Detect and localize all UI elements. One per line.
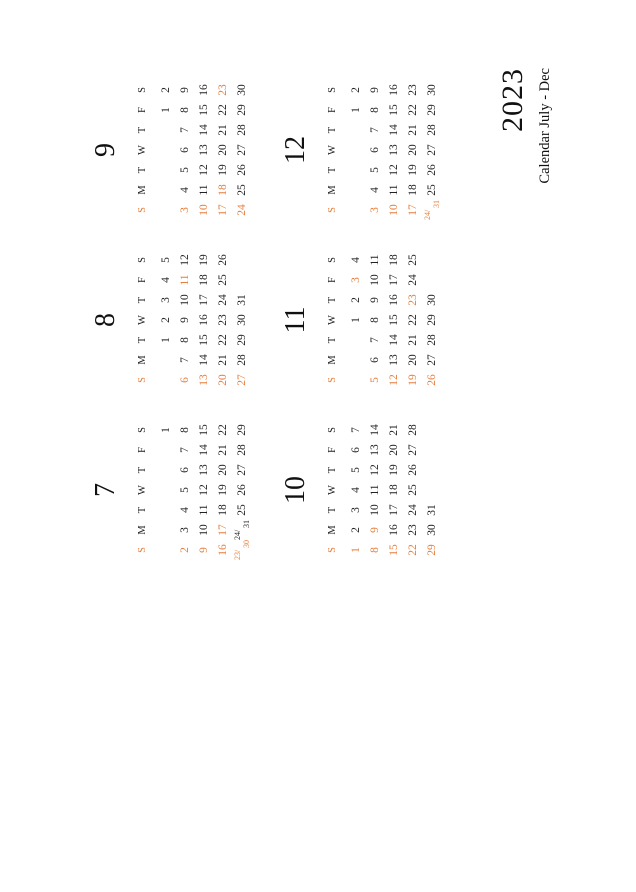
day-cell: 18 bbox=[217, 184, 229, 196]
day-cell: 28 bbox=[236, 444, 248, 456]
weekday-header: S bbox=[327, 377, 338, 383]
day-cell: 28 bbox=[407, 424, 419, 436]
day-cell: 17 bbox=[388, 504, 400, 516]
day-cell: 23 bbox=[217, 84, 229, 96]
day-cell: 27 bbox=[236, 464, 248, 476]
day-cell: 29 bbox=[426, 104, 438, 116]
day-cell: 1 bbox=[350, 107, 362, 113]
day-cell: 28 bbox=[236, 124, 248, 136]
day-cell: 19 bbox=[407, 164, 419, 176]
day-cell: 20 bbox=[217, 374, 229, 386]
day-cell: 3 bbox=[350, 507, 362, 513]
day-cell: 16 bbox=[388, 84, 400, 96]
day-cell: 2 bbox=[179, 547, 191, 553]
weekday-header: F bbox=[327, 107, 338, 113]
day-cell: 18 bbox=[388, 254, 400, 266]
day-cell: 25 bbox=[236, 184, 248, 196]
month-title: 11 bbox=[280, 306, 311, 334]
day-cell: 14 bbox=[198, 354, 210, 366]
day-cell: 30 bbox=[426, 524, 438, 536]
day-cell: 12 bbox=[198, 484, 210, 496]
month-title: 8 bbox=[90, 313, 121, 327]
weekday-header: S bbox=[137, 427, 148, 433]
day-cell: 11 bbox=[198, 184, 210, 196]
day-cell: 7 bbox=[179, 357, 191, 363]
day-cell: 11 bbox=[369, 484, 381, 496]
day-cell: 5 bbox=[179, 167, 191, 173]
day-cell: 2 bbox=[350, 87, 362, 93]
day-cell: 10 bbox=[198, 204, 210, 216]
weekday-header: F bbox=[327, 277, 338, 283]
day-cell: 9 bbox=[179, 87, 191, 93]
day-cell: 10 bbox=[198, 524, 210, 536]
day-cell: 20 bbox=[388, 444, 400, 456]
day-cell: 2 bbox=[160, 317, 172, 323]
day-cell: 24 bbox=[407, 274, 419, 286]
calendar-page bbox=[90, 68, 570, 560]
day-cell: 1 bbox=[350, 317, 362, 323]
day-cell: 7 bbox=[369, 127, 381, 133]
day-cell: 6 bbox=[179, 377, 191, 383]
weekday-header: T bbox=[137, 296, 148, 304]
day-cell: 4 bbox=[369, 187, 381, 193]
day-cell: 13 bbox=[388, 354, 400, 366]
weekday-header: T bbox=[327, 336, 338, 344]
day-cell: 23 bbox=[407, 294, 419, 306]
day-cell: 5 bbox=[369, 377, 381, 383]
day-cell: 18 bbox=[198, 274, 210, 286]
day-cell: 10 bbox=[369, 274, 381, 286]
weekday-header: M bbox=[137, 185, 148, 195]
day-cell: 3 bbox=[369, 207, 381, 213]
day-cell: 12 bbox=[388, 374, 400, 386]
day-cell: 11 bbox=[369, 254, 381, 266]
day-cell: 9 bbox=[369, 527, 381, 533]
day-cell: 25 bbox=[236, 504, 248, 516]
weekday-header: S bbox=[137, 377, 148, 383]
weekday-header: M bbox=[327, 525, 338, 535]
weekday-header: T bbox=[327, 296, 338, 304]
weekday-header: T bbox=[137, 126, 148, 134]
day-cell: 11 bbox=[179, 274, 191, 286]
day-cell: 3 bbox=[179, 527, 191, 533]
day-cell: 4 bbox=[160, 277, 172, 283]
day-cell: 18 bbox=[217, 504, 229, 516]
weekday-header: M bbox=[327, 185, 338, 195]
day-cell: 6 bbox=[179, 467, 191, 473]
day-cell: 4 bbox=[350, 487, 362, 493]
day-cell: 3 bbox=[350, 277, 362, 283]
day-cell: 6 bbox=[179, 147, 191, 153]
day-cell: 29 bbox=[426, 314, 438, 326]
day-cell: 27 bbox=[236, 374, 248, 386]
day-cell: 10 bbox=[179, 294, 191, 306]
weekday-header: M bbox=[137, 355, 148, 365]
day-cell: 28 bbox=[426, 124, 438, 136]
day-cell: 27 bbox=[236, 144, 248, 156]
day-cell: 27 bbox=[426, 144, 438, 156]
day-cell: 9 bbox=[369, 297, 381, 303]
day-cell: 24 bbox=[236, 204, 248, 216]
day-cell: 8 bbox=[179, 107, 191, 113]
weekday-header: F bbox=[137, 107, 148, 113]
day-cell: 2 bbox=[160, 87, 172, 93]
day-cell: 14 bbox=[198, 124, 210, 136]
day-cell: 9 bbox=[198, 547, 210, 553]
weekday-header: S bbox=[327, 87, 338, 93]
day-cell: 4 bbox=[350, 257, 362, 263]
day-cell: 20 bbox=[217, 144, 229, 156]
day-cell: 30 bbox=[236, 84, 248, 96]
day-cell: 5 bbox=[179, 487, 191, 493]
day-cell: 8 bbox=[369, 317, 381, 323]
day-cell: 17 bbox=[198, 294, 210, 306]
day-cell: 22 bbox=[407, 314, 419, 326]
day-cell: 5 bbox=[350, 467, 362, 473]
day-cell: 7 bbox=[369, 337, 381, 343]
day-cell: 20 bbox=[407, 354, 419, 366]
day-cell: 16 bbox=[198, 314, 210, 326]
day-cell: 28 bbox=[236, 354, 248, 366]
day-cell: 16 bbox=[217, 544, 229, 556]
day-cell: 26 bbox=[236, 164, 248, 176]
day-cell: 22 bbox=[217, 334, 229, 346]
day-cell: 11 bbox=[388, 184, 400, 196]
day-cell: 17 bbox=[217, 524, 229, 536]
day-cell: 26 bbox=[426, 164, 438, 176]
day-cell: 30 bbox=[426, 294, 438, 306]
day-cell: 4 bbox=[179, 187, 191, 193]
day-cell: 14 bbox=[369, 424, 381, 436]
day-cell: 21 bbox=[388, 424, 400, 436]
weekday-header: W bbox=[137, 485, 148, 495]
day-cell: 13 bbox=[198, 144, 210, 156]
day-cell: 5 bbox=[160, 257, 172, 263]
day-cell: 23 bbox=[407, 524, 419, 536]
day-cell: 8 bbox=[369, 547, 381, 553]
day-cell: 8 bbox=[179, 427, 191, 433]
day-cell: 4 bbox=[179, 507, 191, 513]
day-cell: 16 bbox=[388, 294, 400, 306]
day-cell: 14 bbox=[388, 124, 400, 136]
day-cell: 12 bbox=[198, 164, 210, 176]
day-cell: 10 bbox=[388, 204, 400, 216]
day-cell: 2 bbox=[350, 527, 362, 533]
day-cell: 31 bbox=[426, 504, 438, 516]
day-cell: 1 bbox=[350, 547, 362, 553]
day-cell: 19 bbox=[217, 484, 229, 496]
day-cell: 13 bbox=[198, 374, 210, 386]
day-cell: 6 bbox=[369, 357, 381, 363]
day-cell: 12 bbox=[179, 254, 191, 266]
weekday-header: T bbox=[327, 506, 338, 514]
day-cell: 24/ 31 bbox=[423, 200, 441, 220]
day-cell: 30 bbox=[236, 314, 248, 326]
calendar-subtitle: Calendar July - Dec bbox=[537, 68, 553, 184]
day-cell: 26 bbox=[426, 374, 438, 386]
day-cell: 11 bbox=[198, 504, 210, 516]
day-cell: 13 bbox=[388, 144, 400, 156]
weekday-header: S bbox=[327, 257, 338, 263]
day-cell: 14 bbox=[198, 444, 210, 456]
day-cell: 17 bbox=[407, 204, 419, 216]
day-cell: 19 bbox=[407, 374, 419, 386]
weekday-header: F bbox=[137, 447, 148, 453]
day-cell: 3 bbox=[160, 297, 172, 303]
weekday-header: W bbox=[327, 145, 338, 155]
day-cell: 5 bbox=[369, 167, 381, 173]
day-cell: 21 bbox=[407, 124, 419, 136]
day-cell: 17 bbox=[388, 274, 400, 286]
day-cell: 22 bbox=[217, 424, 229, 436]
weekday-header: S bbox=[327, 427, 338, 433]
day-cell: 12 bbox=[369, 464, 381, 476]
day-cell: 2 bbox=[350, 297, 362, 303]
day-cell: 19 bbox=[217, 164, 229, 176]
day-cell: 23 bbox=[217, 314, 229, 326]
day-cell: 10 bbox=[369, 504, 381, 516]
day-cell: 15 bbox=[388, 104, 400, 116]
year-title: 2023 bbox=[496, 68, 529, 132]
day-cell: 17 bbox=[217, 204, 229, 216]
day-cell: 22 bbox=[407, 104, 419, 116]
day-cell: 21 bbox=[217, 444, 229, 456]
day-cell: 7 bbox=[350, 427, 362, 433]
day-cell: 8 bbox=[369, 107, 381, 113]
day-cell: 26 bbox=[236, 484, 248, 496]
day-cell: 13 bbox=[369, 444, 381, 456]
day-cell: 6 bbox=[369, 147, 381, 153]
day-cell: 26 bbox=[217, 254, 229, 266]
weekday-header: W bbox=[327, 485, 338, 495]
weekday-header: S bbox=[327, 547, 338, 553]
day-cell: 29 bbox=[236, 104, 248, 116]
day-cell: 18 bbox=[407, 184, 419, 196]
weekday-header: S bbox=[137, 207, 148, 213]
day-cell: 25 bbox=[407, 484, 419, 496]
weekday-header: T bbox=[327, 126, 338, 134]
day-cell: 26 bbox=[407, 464, 419, 476]
day-cell: 19 bbox=[388, 464, 400, 476]
day-cell: 24 bbox=[407, 504, 419, 516]
weekday-header: T bbox=[327, 466, 338, 474]
day-cell: 16 bbox=[388, 524, 400, 536]
day-cell: 12 bbox=[388, 164, 400, 176]
day-cell: 21 bbox=[217, 124, 229, 136]
day-cell: 22 bbox=[407, 544, 419, 556]
day-cell: 23 bbox=[407, 84, 419, 96]
day-cell: 25 bbox=[217, 274, 229, 286]
day-cell: 3 bbox=[179, 207, 191, 213]
weekday-header: T bbox=[137, 466, 148, 474]
day-cell: 1 bbox=[160, 427, 172, 433]
day-cell: 13 bbox=[198, 464, 210, 476]
month-title: 9 bbox=[90, 143, 121, 157]
day-cell: 23/ 30 bbox=[233, 540, 251, 560]
month-title: 10 bbox=[280, 476, 311, 504]
weekday-header: W bbox=[137, 145, 148, 155]
weekday-header: M bbox=[327, 355, 338, 365]
day-cell: 15 bbox=[388, 314, 400, 326]
weekday-header: T bbox=[137, 166, 148, 174]
weekday-header: W bbox=[137, 315, 148, 325]
day-cell: 7 bbox=[179, 447, 191, 453]
day-cell: 1 bbox=[160, 337, 172, 343]
weekday-header: F bbox=[137, 277, 148, 283]
day-cell: 22 bbox=[217, 104, 229, 116]
day-cell: 19 bbox=[198, 254, 210, 266]
month-title: 12 bbox=[280, 136, 311, 164]
day-cell: 9 bbox=[369, 87, 381, 93]
day-cell: 25 bbox=[407, 254, 419, 266]
day-cell: 14 bbox=[388, 334, 400, 346]
day-cell: 21 bbox=[217, 354, 229, 366]
day-cell: 27 bbox=[426, 354, 438, 366]
month-title: 7 bbox=[90, 483, 121, 497]
day-cell: 20 bbox=[407, 144, 419, 156]
weekday-header: S bbox=[327, 207, 338, 213]
day-cell: 29 bbox=[236, 334, 248, 346]
day-cell: 16 bbox=[198, 84, 210, 96]
weekday-header: F bbox=[327, 447, 338, 453]
day-cell: 8 bbox=[179, 337, 191, 343]
weekday-header: S bbox=[137, 87, 148, 93]
weekday-header: S bbox=[137, 257, 148, 263]
day-cell: 6 bbox=[350, 447, 362, 453]
day-cell: 15 bbox=[198, 104, 210, 116]
weekday-header: S bbox=[137, 547, 148, 553]
day-cell: 29 bbox=[426, 544, 438, 556]
day-cell: 28 bbox=[426, 334, 438, 346]
day-cell: 25 bbox=[426, 184, 438, 196]
day-cell: 1 bbox=[160, 107, 172, 113]
weekday-header: M bbox=[137, 525, 148, 535]
day-cell: 9 bbox=[179, 317, 191, 323]
day-cell: 27 bbox=[407, 444, 419, 456]
weekday-header: W bbox=[327, 315, 338, 325]
weekday-header: T bbox=[137, 506, 148, 514]
day-cell: 29 bbox=[236, 424, 248, 436]
day-cell: 18 bbox=[388, 484, 400, 496]
day-cell: 15 bbox=[198, 334, 210, 346]
weekday-header: T bbox=[137, 336, 148, 344]
weekday-header: T bbox=[327, 166, 338, 174]
day-cell: 15 bbox=[388, 544, 400, 556]
day-cell: 15 bbox=[198, 424, 210, 436]
day-cell: 24 bbox=[217, 294, 229, 306]
day-cell: 20 bbox=[217, 464, 229, 476]
day-cell: 21 bbox=[407, 334, 419, 346]
day-cell: 30 bbox=[426, 84, 438, 96]
day-cell: 24/ 31 bbox=[233, 520, 251, 540]
day-cell: 31 bbox=[236, 294, 248, 306]
day-cell: 7 bbox=[179, 127, 191, 133]
